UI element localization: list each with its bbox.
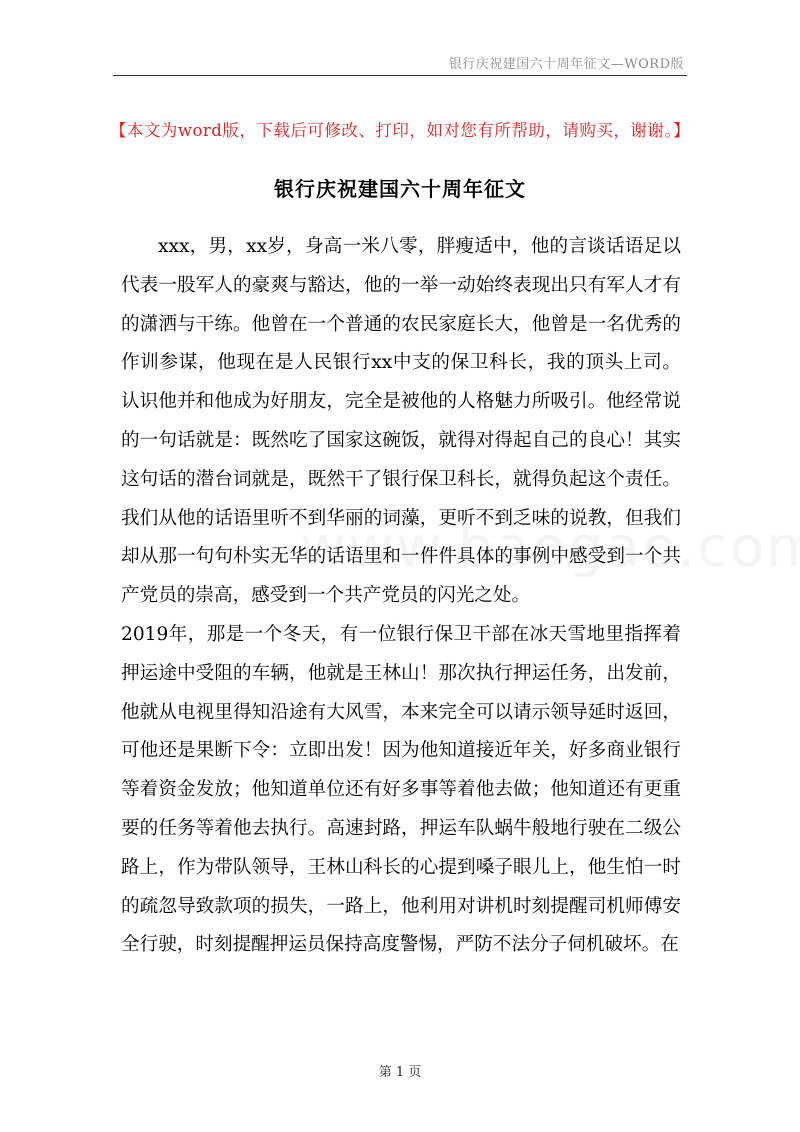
document-title: 银行庆祝建国六十周年征文 (274, 177, 526, 201)
page-number: 第 1 页 (378, 1065, 422, 1080)
paragraph-2: 2019年，那是一个冬天，有一位银行保卫干部在冰天雪地里指挥着押运途中受阻的车辆，他就是王林山！那次执行押运任务，出发前，他就从电视里得知沿途有大风雪，本来完全可以请示领导延时返回，可他还是果断下令：立即出发！因为他知道接近年关，好多商业银行等着资金发放；他知道单位还有好多事等着他去做；他知道还有更重要的任务等着他去执行。高速封路，押运车队蜗牛般地行驶在二级公路上，作为带队领导，王林山科长的心提到嗓子眼儿上，他生怕一时的疏忽导致款项的损失，一路上，他利用对讲机时刻提醒司机师傅安全行驶，时刻提醒押运员保持高度警惕，严防不法分子伺机破坏。在 (121, 623, 681, 956)
header-divider (113, 75, 687, 76)
download-notice: 【本文为word版，下载后可修改、打印，如对您有所帮助，请购买，谢谢。】 (109, 121, 691, 140)
document-body (121, 228, 681, 965)
running-header: 银行庆祝建国六十周年征文—WORD版 (448, 57, 684, 72)
paragraph-1: xxx，男，xx岁，身高一米八零，胖瘦适中，他的言谈话语足以代表一股军人的豪爽与豁达，他的一举一动始终表现出只有军人才有的潇洒与干练。他曾在一个普通的农民家庭长大，他曾是一名优秀的作训参谋，他现在是人民银行xx中支的保卫科长，我的顶头上司。认识他并和他成为好朋友，完全是被他的人格魅力所吸引。他经常说的一句话就是：既然吃了国家这碗饭，就得对得起自己的良心！其实这句话的潜台词就是，既然干了银行保卫科长，就得负起这个责任。我们从他的话语里听不到华丽的词藻，更听不到乏味的说教，但我们却从那一句句朴实无华的话语里和一件件具体的事例中感受到一个共产党员的崇高，感受到一个共产党员的闪光之处。 (121, 236, 681, 607)
